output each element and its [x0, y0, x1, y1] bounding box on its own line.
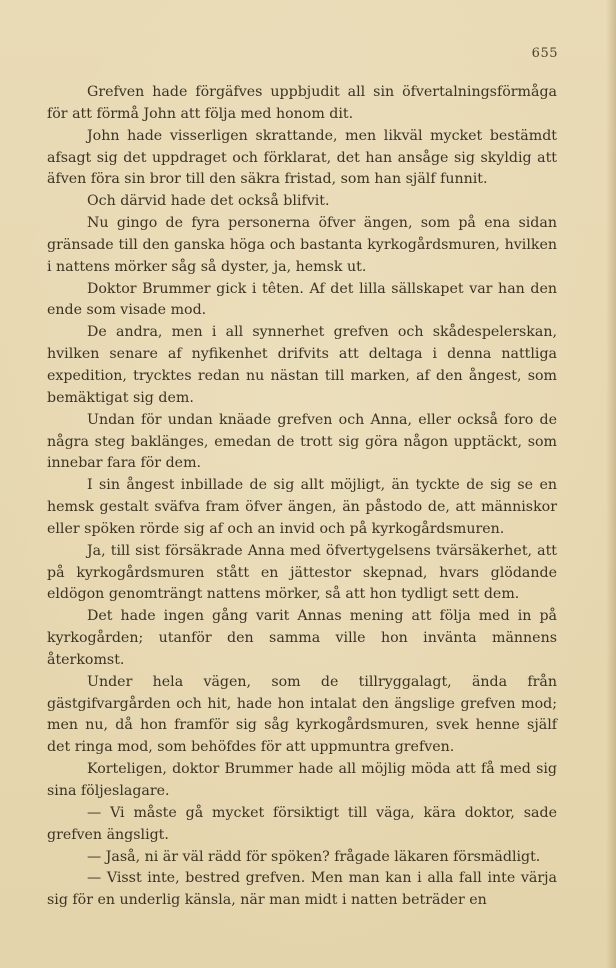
paragraph: Korteligen, doktor Brummer hade all möjlig möda att få med sig sina följeslagare.	[47, 761, 557, 799]
dialogue-line: — Vi måste gå mycket försiktigt till väga, kära doktor, sade grefven ängsligt.	[47, 804, 557, 843]
paragraph: John hade visserligen skrattande, men likväl mycket bestämdt afsagt sig det uppdraget och förklarat, det han ansåge sig skyldig att äfven föra sin bror till den säkra fristad, som han själf funnit.	[47, 127, 557, 188]
paragraph: De andra, men i all synnerhet grefven och skådespelerskan, hvilken senare af nyfikenhet drifvits att deltaga i denna nattliga expedition, trycktes redan nu nästan till marken, af den ångest, som bemäktigat sig dem.	[47, 324, 557, 406]
paragraph: Grefven hade förgäfves uppbjudit all sin öfvertalningsförmåga för att förmå John att följa med honom dit.	[47, 84, 557, 122]
page-edge-shadow	[606, 0, 616, 968]
paragraph: I sin ångest inbillade de sig allt möjligt, än tyckte de sig se en hemsk gestalt sväfva fram öfver ängen, än påstodo de, att människor eller spöken rörde sig af och an invid och på kyrkogårdsmuren.	[47, 477, 557, 537]
paragraph: Under hela vägen, som de tillryggalagt, ända från gästgifvargården och hit, hade hon intalat den ängslige grefven mod; men nu, då hon framför sig såg kyrkogårdsmuren, svek henne själf det ringa mod, som behöfdes för att uppmuntra grefven.	[47, 673, 557, 756]
paragraph: Ja, till sist försäkrade Anna med öfvertygelsens tvärsäkerhet, att på kyrkogårdsmuren stått en jättestor skepnad, hvars glödande eldögon genomträngt nattens mörker, så att hon tydligt sett dem.	[47, 542, 557, 603]
paragraph: Och därvid hade det också blifvit.	[87, 193, 330, 210]
paragraph: Doktor Brummer gick i têten. Af det lilla sällskapet var han den ende som visade mod.	[47, 280, 557, 319]
page-number: 655	[531, 46, 558, 61]
paragraph: Undan för undan knäade grefven och Anna, eller också foro de några steg baklänges, emedan de trott sig göra någon upptäckt, som innebar fara för dem.	[47, 411, 557, 472]
dialogue-line: — Jaså, ni är väl rädd för spöken? frågade läkaren försmädligt.	[87, 848, 541, 865]
paragraph: Det hade ingen gång varit Annas mening att följa med in på kyrkogården; utanför den samma ville hon invänta männens återkomst.	[47, 608, 557, 668]
dialogue-line: — Visst inte, bestred grefven. Men man kan i alla fall inte värja sig för en underlig känsla, när man midt i natten beträder en	[47, 870, 557, 909]
body-text	[47, 82, 557, 912]
paragraph: Nu gingo de fyra personerna öfver ängen, som på ena sidan gränsade till den ganska höga och bastanta kyrkogårdsmuren, hvilken i nattens mörker såg så dyster, ja, hemsk ut.	[47, 215, 557, 275]
